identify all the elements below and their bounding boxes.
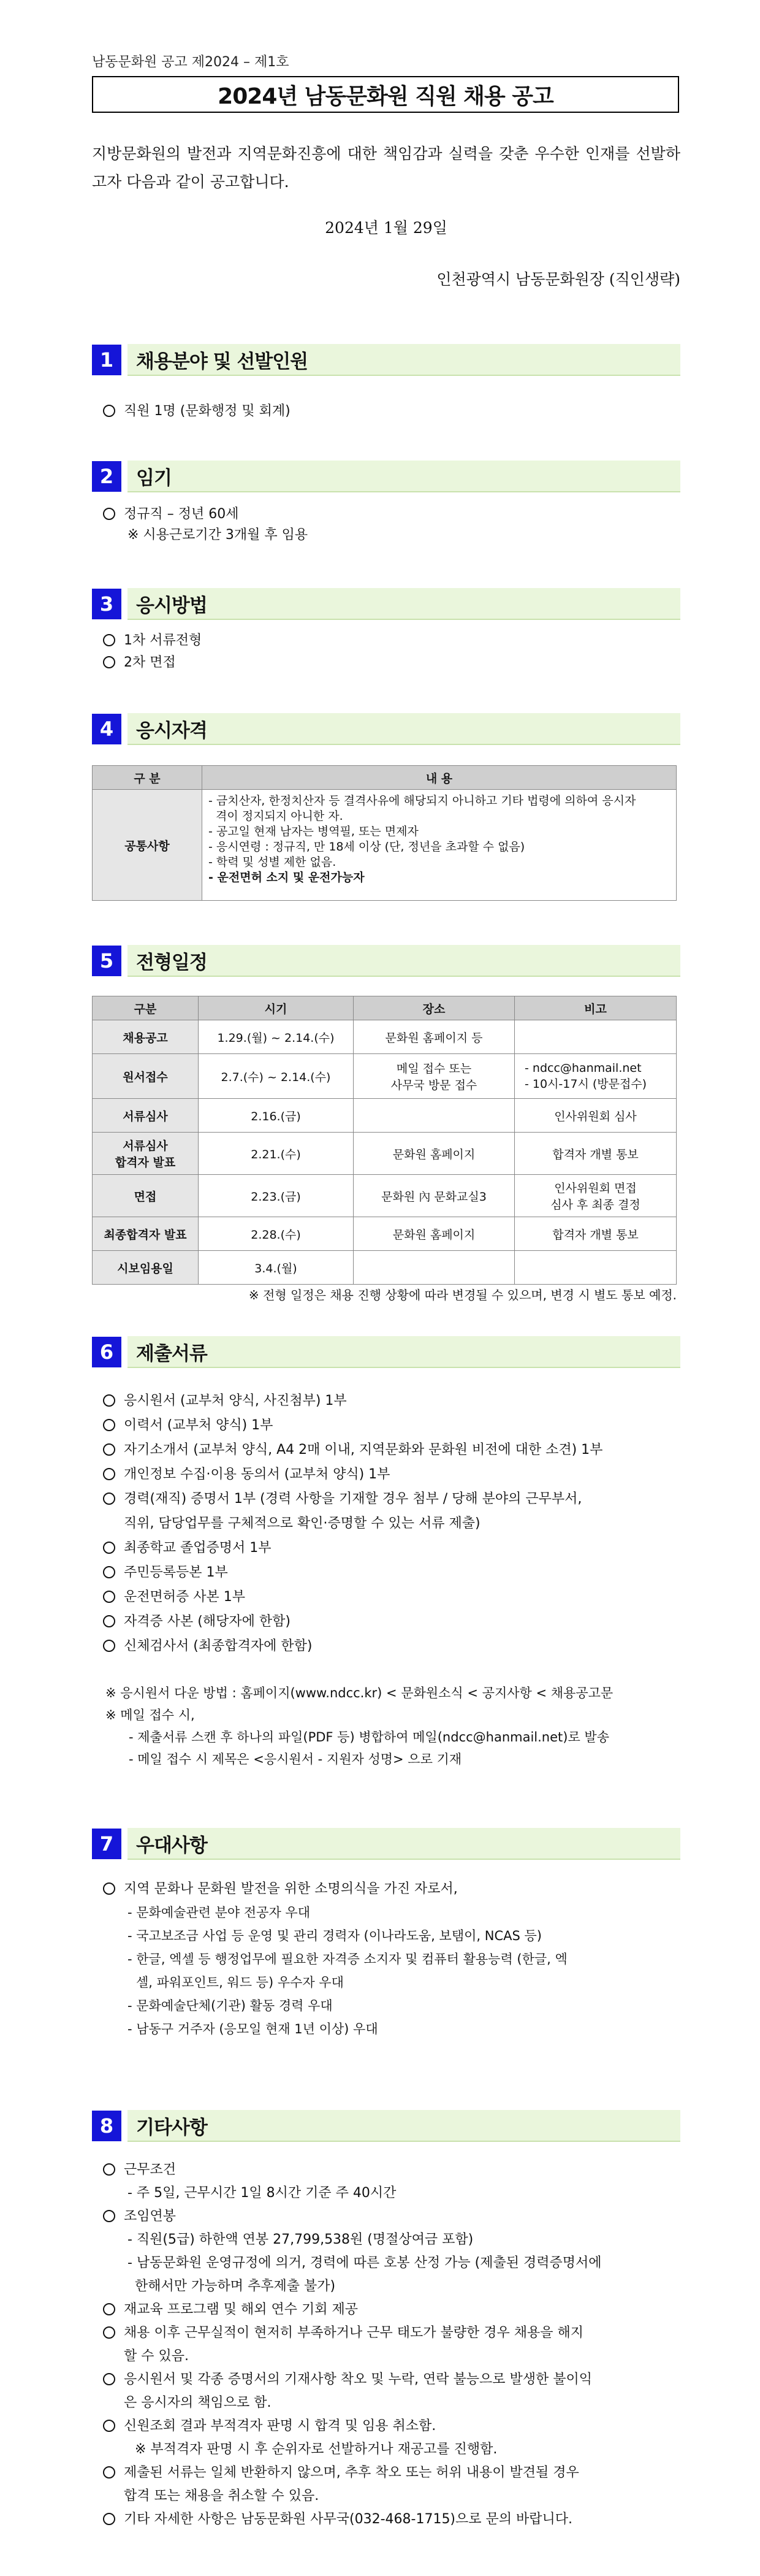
circle-bullet-icon	[103, 1640, 115, 1652]
table-row	[93, 1133, 677, 1175]
table-cell: 메일 접수 또는 사무국 방문 접수	[354, 1054, 515, 1099]
section-number: 4	[92, 714, 121, 744]
list-item: 직원 1명 (문화행정 및 회계)	[103, 402, 291, 421]
section-header-8	[92, 2109, 680, 2142]
section-header-3	[92, 587, 680, 621]
table-cell	[354, 1099, 515, 1133]
section-header-4	[92, 713, 680, 746]
list-item: 주민등록등본 1부	[103, 1564, 228, 1582]
circle-bullet-icon	[103, 2373, 115, 2385]
qualification-content	[202, 790, 677, 901]
submission-note: - 메일 접수 시 제목은 <응시원서 - 지원자 성명> 으로 기재	[129, 1752, 462, 1767]
schedule-footnote: ※ 전형 일정은 채용 진행 상황에 따라 변경될 수 있으며, 변경 시 별도 통보 예정.	[248, 1288, 677, 1302]
table-row	[93, 1175, 677, 1217]
note-text: ※ 시용근로기간 3개월 후 임용	[127, 527, 308, 543]
list-item: 2차 면접	[103, 654, 176, 672]
table-cell: 합격자 개별 통보	[515, 1133, 677, 1175]
list-item-detail: 합격 또는 채용을 취소할 수 있음.	[124, 2488, 319, 2504]
section-title: 임기	[127, 461, 680, 492]
schedule-table	[92, 996, 677, 1285]
list-item-continuation: 직위, 담당업무를 구체적으로 확인·증명할 수 있는 서류 제출)	[124, 1516, 481, 1531]
table-row	[93, 1217, 677, 1251]
qualification-line: - 응시연령 : 정규직, 만 18세 이상 (단, 정년을 초과할 수 없음)	[208, 840, 525, 854]
table-row	[93, 1020, 677, 1054]
table-cell: 문화원 홈페이지	[354, 1217, 515, 1251]
submission-note: - 제출서류 스캔 후 하나의 파일(PDF 등) 병합하여 메일(ndcc@hanmail.net)로 발송	[129, 1730, 609, 1745]
table-header: 구분	[93, 996, 199, 1020]
list-item: 운전면허증 사본 1부	[103, 1588, 245, 1607]
list-item-detail: - 주 5일, 근무시간 1일 8시간 기준 주 40시간	[127, 2185, 397, 2201]
list-item: 최종학교 졸업증명서 1부	[103, 1539, 272, 1557]
circle-bullet-icon	[103, 1542, 115, 1554]
list-item: 응시원서 (교부처 양식, 사진첨부) 1부	[103, 1392, 347, 1410]
section-number: 8	[92, 2111, 121, 2141]
section-number: 7	[92, 1829, 121, 1859]
table-cell: 2.28.(수)	[199, 1217, 354, 1251]
list-item: 신원조회 결과 부적격자 판명 시 합격 및 임용 취소함.	[103, 2417, 436, 2436]
preference-item: 셀, 파워포인트, 워드 등) 우수자 우대	[136, 1975, 344, 1990]
list-item: 자격증 사본 (해당자에 한함)	[103, 1613, 291, 1631]
circle-bullet-icon	[103, 1591, 115, 1603]
list-item: 근무조건	[103, 2161, 176, 2179]
circle-bullet-icon	[103, 1492, 115, 1505]
preference-item: - 한글, 엑셀 등 행정업무에 필요한 자격증 소지자 및 컴퓨터 활용능력 (한글, 엑	[127, 1952, 568, 1966]
circle-bullet-icon	[103, 508, 115, 520]
table-cell: 채용공고	[93, 1020, 199, 1054]
list-item: 응시원서 및 각종 증명서의 기재사항 착오 및 누락, 연락 불능으로 발생한 불이익	[103, 2371, 592, 2389]
circle-bullet-icon	[103, 2303, 115, 2315]
table-cell	[515, 1020, 677, 1054]
table-cell: 서류심사 합격자 발표	[93, 1133, 199, 1175]
submission-note: ※ 응시원서 다운 방법 : 홈페이지(www.ndcc.kr) < 문화원소식 < 공지사항 < 채용공고문	[105, 1686, 614, 1700]
section-number: 6	[92, 1337, 121, 1367]
table-header: 비고	[515, 996, 677, 1020]
circle-bullet-icon	[103, 2420, 115, 2432]
table-header: 구 분	[93, 766, 202, 790]
list-item-detail: - 직원(5급) 하한액 연봉 27,799,538원 (명절상여금 포함)	[127, 2232, 474, 2247]
table-cell: 문화원 홈페이지 등	[354, 1020, 515, 1054]
issuer-signature: 인천광역시 남동문화원장 (직인생략)	[436, 270, 680, 288]
list-item: 지역 문화나 문화원 발전을 위한 소명의식을 가진 자로서,	[103, 1880, 458, 1898]
qualification-line: - 운전면허 소지 및 운전가능자	[208, 871, 365, 884]
list-item: 제출된 서류는 일체 반환하지 않으며, 추후 착오 또는 허위 내용이 발견될 경우	[103, 2464, 579, 2482]
section-number: 1	[92, 345, 121, 375]
table-cell: 서류심사	[93, 1099, 199, 1133]
table-row	[93, 1251, 677, 1285]
table-cell: 인사위원회 면접 심사 후 최종 결정	[515, 1175, 677, 1217]
table-cell: 문화원 홈페이지	[354, 1133, 515, 1175]
list-item-detail: 한해서만 가능하며 추후제출 불가)	[135, 2279, 336, 2294]
table-row	[93, 1054, 677, 1099]
table-cell	[354, 1251, 515, 1285]
table-header: 내 용	[202, 766, 677, 790]
list-item: 이력서 (교부처 양식) 1부	[103, 1416, 273, 1435]
section-title: 채용분야 및 선발인원	[127, 344, 680, 376]
section-number: 3	[92, 589, 121, 619]
section-header-6	[92, 1336, 680, 1369]
section-header-1	[92, 343, 680, 376]
section-title: 응시자격	[127, 713, 680, 745]
circle-bullet-icon	[103, 2163, 115, 2176]
list-item: 개인정보 수집·이용 동의서 (교부처 양식) 1부	[103, 1466, 390, 1484]
circle-bullet-icon	[103, 1468, 115, 1480]
notice-date: 2024년 1월 29일	[325, 219, 447, 237]
page-title: 2024년 남동문화원 직원 채용 공고	[92, 76, 679, 113]
notice-number: 남동문화원 공고 제2024 – 제1호	[92, 55, 289, 70]
preference-item: - 남동구 거주자 (응모일 현재 1년 이상) 우대	[127, 2022, 378, 2036]
list-item-detail: ※ 부적격자 판명 시 후 순위자로 선발하거나 재공고를 진행함.	[135, 2442, 498, 2457]
section-number: 2	[92, 461, 121, 492]
table-cell: 2.7.(수) ~ 2.14.(수)	[199, 1054, 354, 1099]
table-cell: 시보임용일	[93, 1251, 199, 1285]
table-cell: 2.21.(수)	[199, 1133, 354, 1175]
table-row-label: 공통사항	[93, 790, 202, 901]
section-title: 우대사항	[127, 1828, 680, 1860]
table-cell: 3.4.(월)	[199, 1251, 354, 1285]
circle-bullet-icon	[103, 656, 115, 668]
table-cell: 1.29.(월) ~ 2.14.(수)	[199, 1020, 354, 1054]
qualification-line: - 금치산자, 한정치산자 등 결격사유에 해당되지 아니하고 기타 법령에 의하여 응시자	[208, 794, 636, 808]
table-cell: 합격자 개별 통보	[515, 1217, 677, 1251]
table-cell: 최종합격자 발표	[93, 1217, 199, 1251]
list-item: 기타 자세한 사항은 남동문화원 사무국(032-468-1715)으로 문의 바랍니다.	[103, 2510, 572, 2529]
circle-bullet-icon	[103, 1882, 115, 1895]
circle-bullet-icon	[103, 2466, 115, 2479]
table-cell: - ndcc@hanmail.net - 10시-17시 (방문접수)	[515, 1054, 677, 1099]
section-header-2	[92, 460, 680, 493]
list-item-detail: 할 수 있음.	[124, 2349, 189, 2364]
table-header: 시기	[199, 996, 354, 1020]
table-cell: 2.16.(금)	[199, 1099, 354, 1133]
list-item: 경력(재직) 증명서 1부 (경력 사항을 기재할 경우 첨부 / 당해 분야의 근무부서,	[103, 1490, 582, 1508]
list-item: 1차 서류전형	[103, 632, 202, 650]
section-title: 전형일정	[127, 945, 680, 977]
section-title: 기타사항	[127, 2110, 680, 2142]
circle-bullet-icon	[103, 405, 115, 417]
preference-item: - 문화예술단체(기관) 활동 경력 우대	[127, 1998, 333, 2013]
circle-bullet-icon	[103, 1566, 115, 1578]
preference-item: - 국고보조금 사업 등 운영 및 관리 경력자 (이나라도움, 보탬이, NCAS 등)	[127, 1928, 542, 1943]
circle-bullet-icon	[103, 2326, 115, 2339]
qualification-line: 격이 정지되지 아니한 자.	[216, 809, 343, 823]
list-item: 정규직 – 정년 60세	[103, 505, 239, 524]
section-title: 제출서류	[127, 1336, 680, 1368]
list-item: 조임연봉	[103, 2207, 176, 2226]
table-header: 장소	[354, 996, 515, 1020]
table-cell: 면접	[93, 1175, 199, 1217]
table-row	[93, 1099, 677, 1133]
qualification-line: - 학력 및 성별 제한 없음.	[208, 855, 336, 869]
list-item-detail: 은 응시자의 책임으로 함.	[124, 2395, 272, 2410]
list-item: 채용 이후 근무실적이 현저히 부족하거나 근무 태도가 불량한 경우 채용을 해지	[103, 2324, 583, 2342]
qualification-line: - 공고일 현재 남자는 병역필, 또는 면제자	[208, 825, 419, 838]
table-cell	[515, 1251, 677, 1285]
circle-bullet-icon	[103, 1443, 115, 1456]
circle-bullet-icon	[103, 1394, 115, 1407]
list-item: 신체검사서 (최종합격자에 한함)	[103, 1637, 312, 1656]
table-cell: 인사위원회 심사	[515, 1099, 677, 1133]
table-cell: 2.23.(금)	[199, 1175, 354, 1217]
table-cell: 원서접수	[93, 1054, 199, 1099]
section-header-7	[92, 1827, 680, 1860]
circle-bullet-icon	[103, 1615, 115, 1627]
list-item-detail: - 남동문화원 운영규정에 의거, 경력에 따른 호봉 산정 가능 (제출된 경력증명서에	[127, 2255, 602, 2271]
intro-paragraph: 지방문화원의 발전과 지역문화진흥에 대한 책임감과 실력을 갖춘 우수한 인재를 선발하고자 다음과 같이 공고합니다.	[92, 145, 680, 191]
qualification-table	[92, 765, 677, 901]
preference-item: - 문화예술관련 분야 전공자 우대	[127, 1905, 310, 1920]
section-title: 응시방법	[127, 588, 680, 620]
circle-bullet-icon	[103, 634, 115, 646]
circle-bullet-icon	[103, 2210, 115, 2222]
section-number: 5	[92, 946, 121, 976]
table-cell: 문화원 內 문화교실3	[354, 1175, 515, 1217]
circle-bullet-icon	[103, 2513, 115, 2525]
circle-bullet-icon	[103, 1419, 115, 1431]
section-header-5	[92, 944, 680, 977]
submission-note: ※ 메일 접수 시,	[105, 1708, 195, 1722]
list-item: 재교육 프로그램 및 해외 연수 기회 제공	[103, 2301, 358, 2319]
list-item: 자기소개서 (교부처 양식, A4 2매 이내, 지역문화와 문화원 비전에 대한 소견) 1부	[103, 1441, 602, 1459]
